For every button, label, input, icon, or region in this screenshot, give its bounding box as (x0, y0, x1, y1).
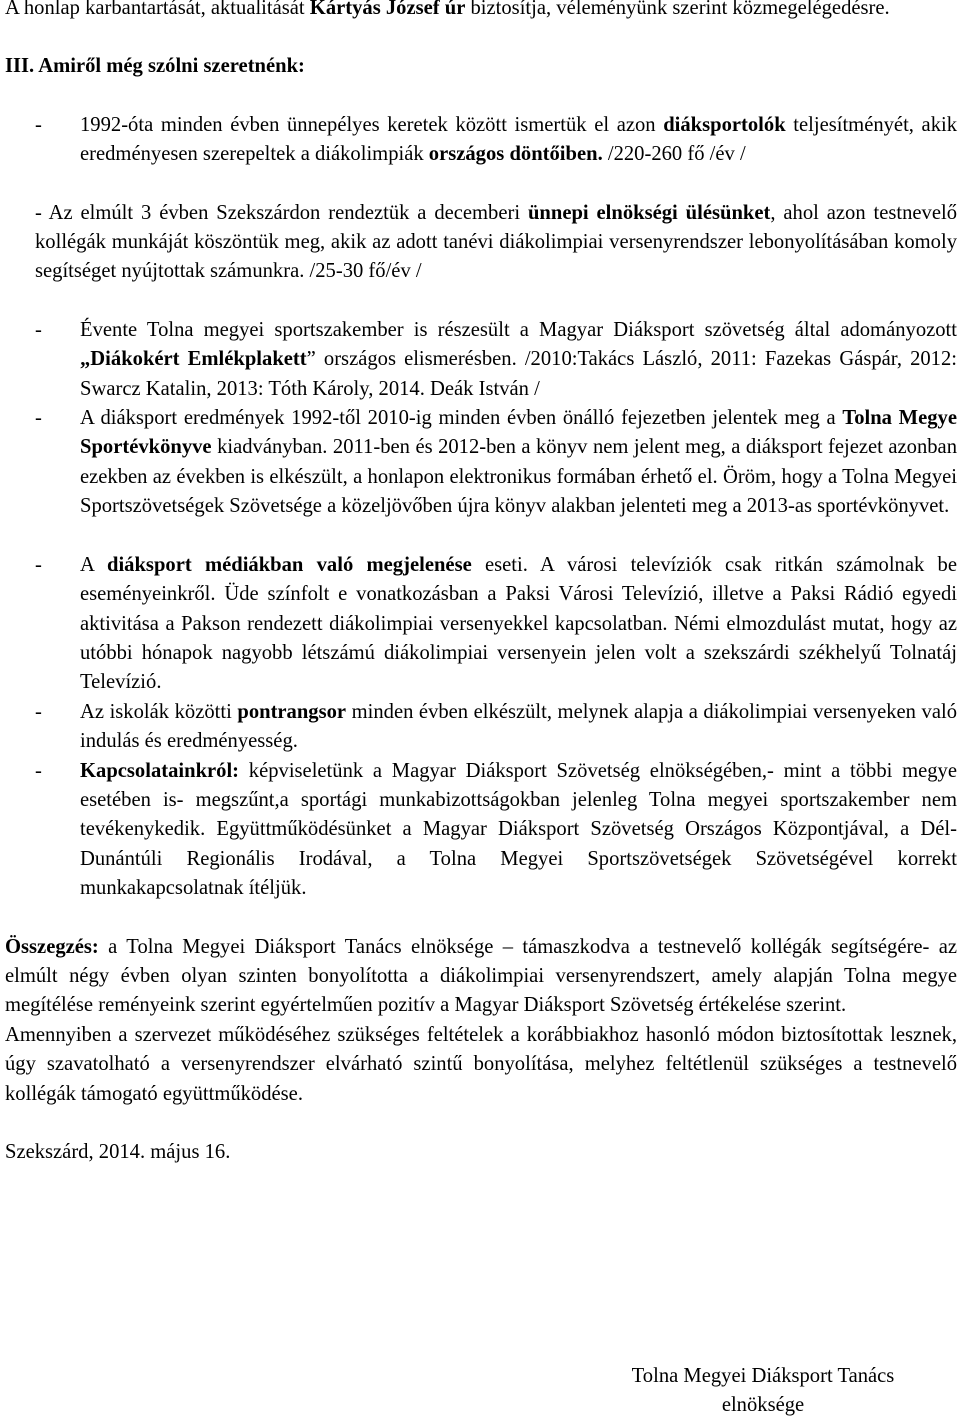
signature-line-1: Tolna Megyei Diáksport Tanács (631, 1365, 895, 1387)
summary-paragraph: Összegzés: a Tolna Megyei Diáksport Tanács elnöksége – támaszkodva a testnevelő kollégák segítségére- az elmúlt négy évben olyan szinten bonyolította a diákolimpiai versenyrendszert, amely alapján Tolna megye megítélése reményeink szerint egyértelműen pozitív a Magyar Diáksport Szövetség értékelése szerint. (5, 935, 957, 1017)
section-heading: III. Amiről még szólni szeretnénk: (5, 55, 305, 78)
intro-paragraph: A honlap karbantartását, aktualitását Kártyás József úr biztosítja, véleményünk szerint közmegelégedésre. (5, 0, 957, 23)
list-dash: - (35, 113, 42, 136)
list-item: - A diáksport médiákban való megjelenése eseti. A városi televíziók csak ritkán számolnak be eseményeinkről. Üde színfolt e vonatkozásban a Paksi Városi Televízió, illetve a Paksi Rádió egyedi aktivitása a Pakson rendezett diákolimpiai versenyekkel kapcsolatban. Némi elmozdulást mutat, hogy az utóbbi hónapok nagyobb létszámú diákolimpiai versenyein jelen volt a szekszárdi székhelyű Tolnatáj Televízió. (35, 551, 957, 698)
list-dash: - (35, 407, 42, 430)
document-page (5, 0, 957, 1167)
intro-name: Kártyás József úr (309, 0, 466, 19)
place-date: Szekszárd, 2014. május 16. (5, 1141, 231, 1163)
conditions-paragraph: Amennyiben a szervezet működéséhez szükséges feltételek a korábbiakhoz hasonló módon biztosítottak lesznek, úgy szavatolható a versenyrendszer elvárható szintű bonyolítása, melyhez feltétlenül szükséges a testnevelő kollégák támogató együttműködése. (5, 1023, 957, 1105)
list-dash: - (35, 759, 42, 782)
list-item: - Évente Tolna megyei sportszakember is részesült a Magyar Diáksport szövetség által adományozott „Diákokért Emlékplakett” országos elismerésben. /2010:Takács László, 2011: Fazekas Gáspár, 2012: Swarcz Katalin, 2013: Tóth Károly, 2014. Deák István / (35, 316, 957, 404)
list-dash: - (35, 700, 42, 723)
signature-block (598, 1362, 928, 1421)
list-item: - 1992-óta minden évben ünnepélyes keretek között ismertük el azon diáksportolók teljesítményét, akik eredményesen szerepeltek a diákolimpiák országos döntőiben. /220-260 fő /év / (35, 111, 957, 170)
signature-line-2: elnöksége (721, 1394, 805, 1417)
list-dash: - (35, 553, 42, 576)
list-dash: - (35, 318, 42, 341)
list-item: - A diáksport eredmények 1992-től 2010-ig minden évben önálló fejezetben jelentek meg a Tolna Megye Sportévkönyve kiadványban. 2011-ben és 2012-ben a könyv nem jelent meg, a diáksport fejezet azonban ezekben az években is elkészült, a honlapon elektronikus formában érhető el. Öröm, hogy a Tolna Megyei Sportszövetségek Szövetsége a közeljövőben újra könyv alakban jelenteti meg a 2013-as sportévkönyvet. (35, 404, 957, 522)
list-item: - Kapcsolatainkról: képviseletünk a Magyar Diáksport Szövetség elnökségében,- mint a többi megye esetében is- megszűnt,a sportági munkabizottságokban jelenleg Tolna megyei sportszakember nem tevékenykedik. Együttműködésünket a Magyar Diáksport Szövetség Országos Központjával, a Dél-Dunántúli Regionális Irodával, a Tolna Megyei Sportszövetségek Szövetségével korrekt munkakapcsolatnak ítéljük. (35, 757, 957, 904)
list-item: - Az elmúlt 3 évben Szekszárdon rendeztük a decemberi ünnepi elnökségi ülésünket, ahol azon testnevelő kollégák munkáját köszöntük meg, akik az adott tanévi diákolimpiai versenyrendszer lebonyolításában komoly segítséget nyújtottak számunkra. /25-30 fő/év / (35, 201, 957, 283)
list-item: - Az iskolák közötti pontrangsor minden évben elkészült, melynek alapja a diákolimpiai versenyeken való indulás és eredményesség. (35, 698, 957, 757)
